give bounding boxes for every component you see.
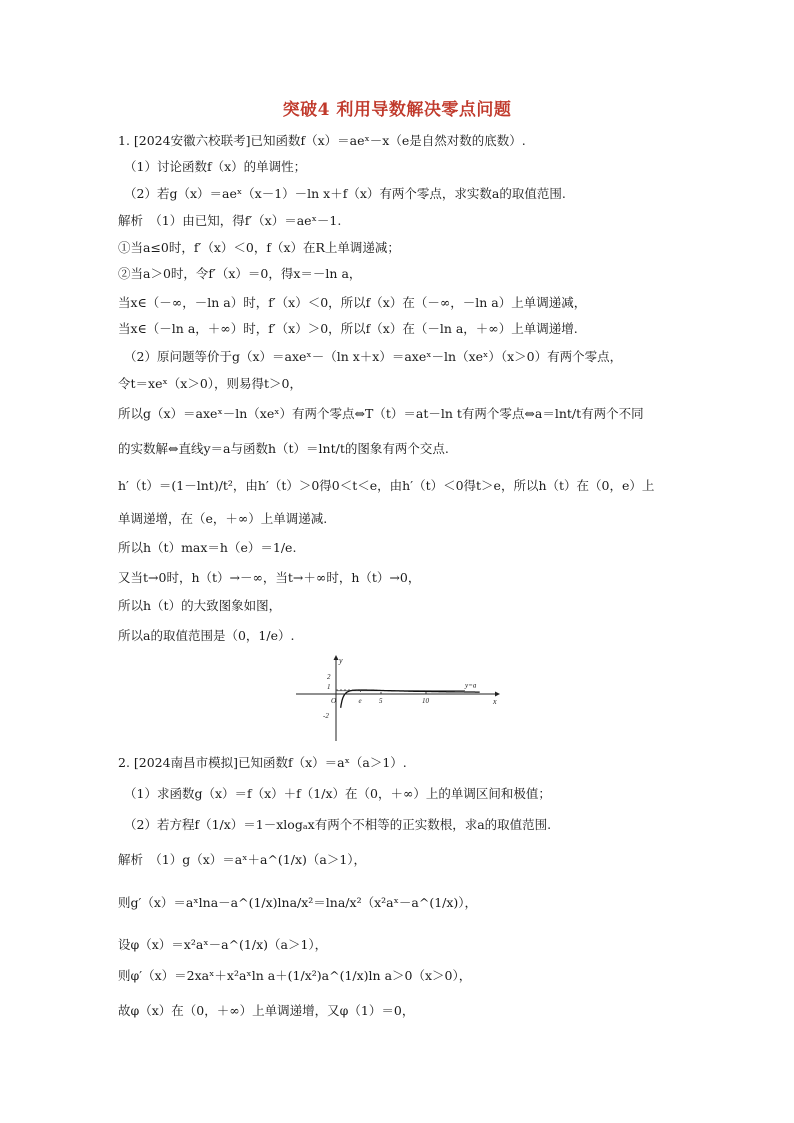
x-tick-label: 5 (379, 697, 383, 705)
text-line: （2）若g（x）＝aeˣ（x－1）－ln x＋f（x）有两个零点，求实数a的取值范围. (124, 186, 566, 201)
y-tick-label: 2 (327, 673, 331, 681)
text-line: ①当a≤0时，f′（x）＜0，f（x）在R上单调递减； (118, 240, 400, 255)
x-tick-label: 10 (422, 697, 429, 705)
text-line: 设φ（x）＝x²aˣ－a^(1/x)（a＞1）， (118, 937, 328, 952)
y-tick-label: 1 (327, 683, 331, 691)
text-line: 2. [2024南昌市模拟]已知函数f（x）＝aˣ（a＞1）. (118, 755, 407, 770)
text-line: 当x∈（－ln a，＋∞）时，f′（x）＞0，所以f（x）在（－ln a，＋∞）上单调递增. (118, 321, 578, 336)
text-line: 则g′（x）＝aˣlna－a^(1/x)lna/x²＝lna/x²（x²aˣ－a^(1/x)）， (118, 895, 478, 910)
text-line: 又当t→0时，h（t）→－∞，当t→＋∞时，h（t）→0， (118, 570, 421, 585)
line-label: y=a (465, 681, 477, 690)
text-line: 故φ（x）在（0，＋∞）上单调递增，又φ（1）＝0， (118, 1003, 415, 1018)
text-line: （1）求函数g（x）＝f（x）＋f（1/x）在（0，＋∞）上的单调区间和极值； (124, 786, 551, 801)
text-line: 所以h（t）的大致图象如图， (118, 598, 282, 613)
text-line: 则φ′（x）＝2xaˣ＋x²aˣln a＋(1/x²)a^(1/x)ln a＞0（x＞0）， (118, 968, 472, 983)
y-axis-arrow (334, 655, 339, 660)
function-graph (290, 653, 510, 745)
text-line: 1. [2024安徽六校联考]已知函数f（x）＝aeˣ－x（e是自然对数的底数）. (118, 133, 526, 148)
text-line: 单调递增，在（e，＋∞）上单调递减. (118, 511, 328, 526)
text-line: （1）讨论函数f（x）的单调性； (124, 159, 307, 174)
text-line: （2）原问题等价于g（x）＝axeˣ－（ln x＋x）＝axeˣ－ln（xeˣ）（x＞0）有两个零点， (124, 349, 623, 364)
x-axis-arrow (495, 692, 500, 697)
text-line: 解析 （1）由已知，得f′（x）＝aeˣ－1. (118, 213, 342, 228)
x-tick-label: e (358, 697, 362, 705)
text-line: 的实数解⇔直线y＝a与函数h（t）＝lnt/t的图象有两个交点. (118, 441, 449, 456)
text-line: 所以a的取值范围是（0，1/e）. (118, 628, 295, 643)
text-line: 所以g（x）＝axeˣ－ln（xeˣ）有两个零点⇔T（t）＝at－ln t有两个零点⇔a＝lnt/t有两个不同 (118, 406, 644, 421)
origin-label: O (331, 697, 337, 705)
text-line: 令t＝xeˣ（x＞0），则易得t＞0， (118, 376, 302, 391)
text-line: 当x∈（－∞，－ln a）时，f′（x）＜0，所以f（x）在（－∞，－ln a）上单调递减， (118, 295, 587, 310)
text-line: h′（t）＝(1－lnt)/t²，由h′（t）＞0得0＜t＜e，由h′（t）＜0得t＞e，所以h（t）在（0，e）上 (118, 478, 655, 493)
x-axis-label: x (493, 697, 497, 706)
text-line: ②当a＞0时，令f′（x）＝0，得x＝－ln a， (118, 266, 362, 281)
y-axis-label: y (339, 656, 343, 665)
page-title: 突破4 利用导数解决零点问题 (282, 100, 512, 120)
y-tick-label: -2 (323, 712, 329, 720)
text-line: 所以h（t）max＝h（e）＝1/e. (118, 540, 297, 555)
text-line: 解析 （1）g（x）＝aˣ＋a^(1/x)（a＞1）， (118, 852, 367, 867)
text-line: （2）若方程f（1/x）＝1－xlogₐx有两个不相等的正实数根，求a的取值范围. (124, 817, 552, 832)
